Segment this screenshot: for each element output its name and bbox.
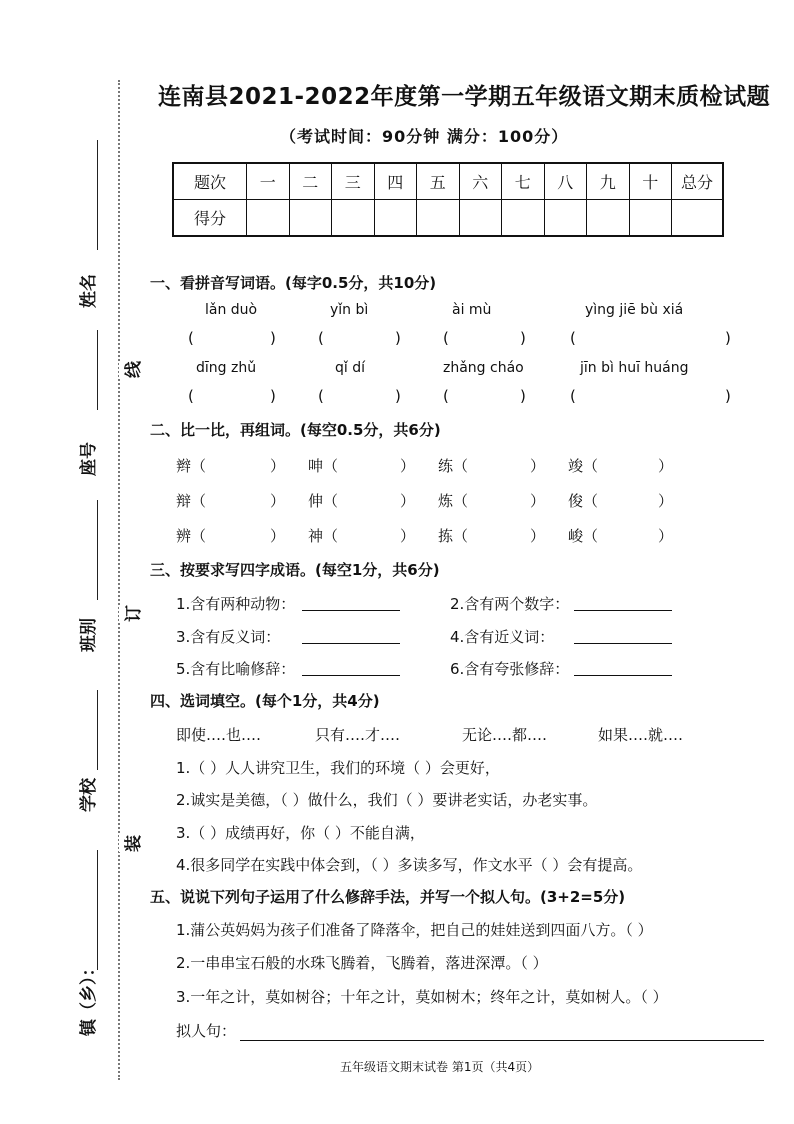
q2-heading: 二、比一比，再组词。(每空0.5分，共6分) xyxy=(150,421,441,439)
answer-paren[interactable]: ( xyxy=(318,329,324,347)
pinyin: dīng zhǔ xyxy=(196,360,257,376)
char-item: 俊（ xyxy=(568,492,599,510)
table-cell: 题次 xyxy=(173,163,247,200)
table-cell: 八 xyxy=(544,163,587,200)
answer-paren[interactable]: ) xyxy=(520,387,526,405)
answer-paren[interactable]: ） xyxy=(400,492,416,510)
rhetoric-sentence: 1.蒲公英妈妈为孩子们准备了降落伞，把自己的娃娃送到四面八方。（ ） xyxy=(176,921,653,939)
score-input-cell[interactable] xyxy=(672,200,724,237)
answer-paren[interactable]: ( xyxy=(443,329,449,347)
school-label: 学校 xyxy=(79,778,99,812)
table-cell: 二 xyxy=(289,163,332,200)
answer-paren[interactable]: ） xyxy=(270,457,286,475)
char-item: 炼（ xyxy=(438,492,469,510)
answer-paren[interactable]: ） xyxy=(530,457,546,475)
seat-blank-line-top xyxy=(97,330,98,410)
answer-line[interactable] xyxy=(302,643,400,644)
pinyin: yìng jiē bù xiá xyxy=(585,302,684,318)
answer-line[interactable] xyxy=(302,610,400,611)
char-item: 辫（ xyxy=(176,457,207,475)
score-input-cell[interactable] xyxy=(289,200,332,237)
char-item: 峻（ xyxy=(568,527,599,545)
answer-paren[interactable]: ( xyxy=(570,329,576,347)
name-label: 姓名 xyxy=(79,274,99,308)
table-cell: 三 xyxy=(332,163,375,200)
score-input-cell[interactable] xyxy=(247,200,290,237)
char-item: 神（ xyxy=(308,527,339,545)
table-cell: 一 xyxy=(247,163,290,200)
pinyin: zhǎng cháo xyxy=(443,360,524,376)
answer-paren[interactable]: ） xyxy=(400,527,416,545)
answer-paren[interactable]: ( xyxy=(188,329,194,347)
page-title: 连南县2021-2022年度第一学期五年级语文期末质检试题 xyxy=(158,84,771,110)
word-option: 只有‥‥才‥‥ xyxy=(315,726,401,744)
table-cell: 总分 xyxy=(672,163,724,200)
score-table-score-row xyxy=(173,200,723,237)
char-item: 呻（ xyxy=(308,457,339,475)
exam-subtitle: （考试时间：90分钟 满分：100分） xyxy=(280,127,569,146)
answer-paren[interactable]: ） xyxy=(530,527,546,545)
answer-line[interactable] xyxy=(574,675,672,676)
binding-dotted-line xyxy=(118,80,120,1080)
answer-paren[interactable]: ( xyxy=(443,387,449,405)
answer-paren[interactable]: ) xyxy=(270,329,276,347)
answer-paren[interactable]: ( xyxy=(318,387,324,405)
score-input-cell[interactable] xyxy=(544,200,587,237)
pinyin: ài mù xyxy=(452,302,492,318)
table-cell: 四 xyxy=(374,163,417,200)
answer-line[interactable] xyxy=(240,1040,764,1041)
answer-line[interactable] xyxy=(574,643,672,644)
rhetoric-sentence: 2.一串串宝石般的水珠飞腾着，飞腾着，落进深潭。（ ） xyxy=(176,954,548,972)
town-label: 镇（乡）： xyxy=(79,959,99,1036)
idiom-prompt: 5.含有比喻修辞： xyxy=(176,660,296,678)
answer-paren[interactable]: ) xyxy=(270,387,276,405)
score-input-cell[interactable] xyxy=(629,200,672,237)
q1-heading: 一、看拼音写词语。(每字0.5分，共10分) xyxy=(150,274,437,292)
class-label: 班别 xyxy=(79,618,99,652)
table-cell: 十 xyxy=(629,163,672,200)
answer-paren[interactable]: ） xyxy=(400,457,416,475)
binding-mark-zhuang: 装 xyxy=(119,835,144,852)
q5-heading: 五、说说下列句子运用了什么修辞手法，并写一个拟人句。(3+2=5分) xyxy=(150,888,626,906)
answer-line[interactable] xyxy=(574,610,672,611)
answer-paren[interactable]: ） xyxy=(530,492,546,510)
school-blank-line xyxy=(97,850,98,970)
score-table-header-row xyxy=(173,163,723,200)
fill-sentence: 2.诚实是美德，（ ）做什么，我们（ ）要讲老实话，办老实事。 xyxy=(176,791,598,809)
score-input-cell[interactable] xyxy=(374,200,417,237)
score-input-cell[interactable] xyxy=(332,200,375,237)
idiom-prompt: 3.含有反义词： xyxy=(176,628,281,646)
word-option: 即使‥‥也‥‥ xyxy=(176,726,262,744)
char-item: 辨（ xyxy=(176,527,207,545)
word-option: 如果‥‥就‥‥ xyxy=(598,726,684,744)
personification-label: 拟人句： xyxy=(176,1022,237,1040)
char-item: 伸（ xyxy=(308,492,339,510)
idiom-prompt: 1.含有两种动物： xyxy=(176,595,296,613)
name-blank-line xyxy=(97,140,98,250)
answer-paren[interactable]: ( xyxy=(570,387,576,405)
answer-paren[interactable]: ) xyxy=(725,329,731,347)
char-item: 竣（ xyxy=(568,457,599,475)
score-input-cell[interactable] xyxy=(587,200,630,237)
answer-paren[interactable]: ） xyxy=(658,492,674,510)
answer-paren[interactable]: ) xyxy=(520,329,526,347)
fill-sentence: 3.（ ）成绩再好，你（ ）不能自满， xyxy=(176,824,425,842)
rhetoric-sentence: 3.一年之计，莫如树谷；十年之计，莫如树木；终年之计，莫如树人。（ ） xyxy=(176,988,668,1006)
answer-paren[interactable]: ） xyxy=(270,492,286,510)
score-table xyxy=(172,162,724,237)
answer-paren[interactable]: ( xyxy=(188,387,194,405)
binding-mark-line: 线 xyxy=(119,361,144,378)
binding-mark-ding: 订 xyxy=(119,605,144,622)
answer-paren[interactable]: ） xyxy=(658,527,674,545)
table-cell: 七 xyxy=(502,163,545,200)
answer-paren[interactable]: ） xyxy=(658,457,674,475)
fill-sentence: 4.很多同学在实践中体会到，（ ）多读多写，作文水平（ ）会有提高。 xyxy=(176,856,643,874)
seat-blank-line xyxy=(97,500,98,600)
answer-paren[interactable]: ) xyxy=(725,387,731,405)
pinyin: yǐn bì xyxy=(330,302,369,318)
score-input-cell[interactable] xyxy=(502,200,545,237)
score-input-cell[interactable] xyxy=(459,200,502,237)
pinyin: qǐ dí xyxy=(335,360,366,376)
answer-paren[interactable]: ) xyxy=(395,329,401,347)
char-item: 练（ xyxy=(438,457,469,475)
q3-heading: 三、按要求写四字成语。(每空1分，共6分) xyxy=(150,561,440,579)
fill-sentence: 1.（ ）人人讲究卫生，我们的环境（ ）会更好， xyxy=(176,759,500,777)
seat-label: 座号 xyxy=(79,442,99,476)
page-footer: 五年级语文期末试卷 第1页（共4页） xyxy=(340,1060,540,1074)
q4-heading: 四、选词填空。(每个1分，共4分) xyxy=(150,692,380,710)
idiom-prompt: 4.含有近义词： xyxy=(450,628,555,646)
idiom-prompt: 6.含有夸张修辞： xyxy=(450,660,570,678)
word-option: 无论‥‥都‥‥ xyxy=(462,726,548,744)
table-cell: 得分 xyxy=(173,200,247,237)
table-cell: 五 xyxy=(417,163,460,200)
char-item: 拣（ xyxy=(438,527,469,545)
table-cell: 九 xyxy=(587,163,630,200)
char-item: 辩（ xyxy=(176,492,207,510)
score-input-cell[interactable] xyxy=(417,200,460,237)
class-blank-line xyxy=(97,690,98,770)
pinyin: lǎn duò xyxy=(205,302,258,318)
table-cell: 六 xyxy=(459,163,502,200)
answer-line[interactable] xyxy=(302,675,400,676)
answer-paren[interactable]: ) xyxy=(395,387,401,405)
idiom-prompt: 2.含有两个数字： xyxy=(450,595,570,613)
pinyin: jīn bì huī huáng xyxy=(580,360,689,376)
answer-paren[interactable]: ） xyxy=(270,527,286,545)
